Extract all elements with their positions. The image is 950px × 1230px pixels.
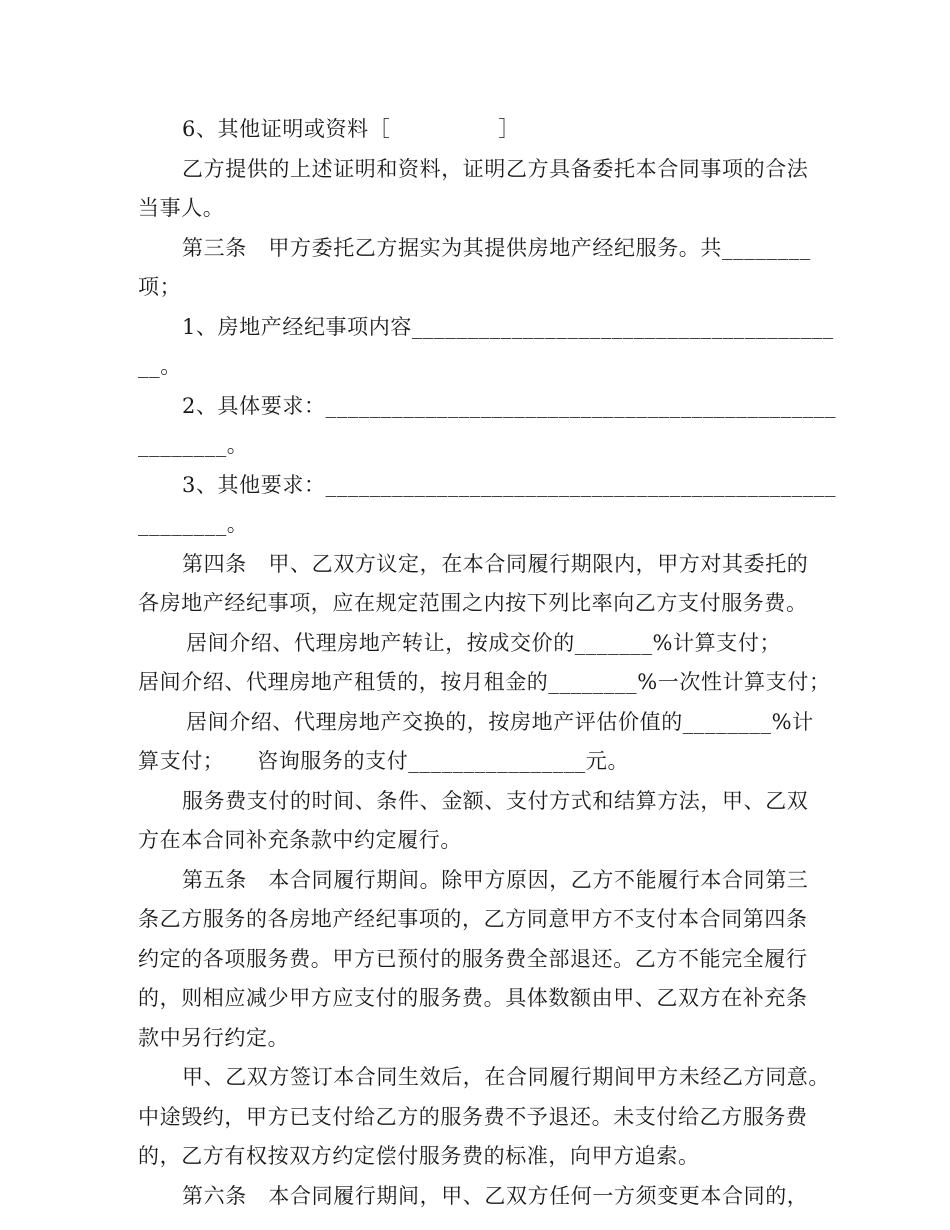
fee-transfer-line: 居间介绍、代理房地产转让，按成交价的_______%计算支付； xyxy=(186,630,782,655)
item-2-line: 2、具体要求：______________________________________________ xyxy=(182,393,837,418)
paragraph-text-line: 中途毁约，甲方已支付给乙方的服务费不予退还。未支付给乙方服务费 xyxy=(138,1104,808,1129)
paragraph-text-line: 条乙方服务的各房地产经纪事项的，乙方同意甲方不支付本合同第四条 xyxy=(138,907,808,931)
paragraph-text-line: 各房地产经纪事项，应在规定范围之内按下列比率向乙方支付服务费。 xyxy=(138,591,808,615)
paragraph-text-line: 服务费支付的时间、条件、金额、支付方式和结算方法，甲、乙双 xyxy=(182,788,809,813)
paragraph-text-line: ________。 xyxy=(138,433,249,457)
paragraph-text-line: 乙方提供的上述证明和资料，证明乙方具备委托本合同事项的合法 xyxy=(182,156,809,181)
fee-exchange-line: 居间介绍、代理房地产交换的，按房地产评估价值的________%计 xyxy=(186,709,814,734)
paragraph-text-line: 约定的各项服务费。甲方已预付的服务费全部退还。乙方不能完全履行 xyxy=(138,946,808,971)
item-3-line: 3、其他要求：______________________________________________ xyxy=(182,472,837,497)
paragraph-text-line: 项； xyxy=(138,275,182,299)
paragraph-text-line: 当事人。 xyxy=(138,196,225,220)
paragraph-text-line: 方在本合同补充条款中约定履行。 xyxy=(138,828,462,852)
article-4-heading-line: 第四条 甲、乙双方议定，在本合同履行期限内，甲方对其委托的 xyxy=(182,551,809,576)
clause-other-documents: 6、其他证明或资料［ ］ xyxy=(182,117,520,141)
document-body xyxy=(138,110,837,1216)
article-6-heading-line: 第六条 本合同履行期间，甲、乙双方任何一方须变更本合同的， xyxy=(182,1183,809,1208)
paragraph-text-line: __。 xyxy=(138,354,182,378)
consulting-fee-line: 算支付； 咨询服务的支付________________元。 xyxy=(138,749,630,773)
paragraph-text-line: 的，则相应减少甲方应支付的服务费。具体数额由甲、乙双方在补充条 xyxy=(138,986,808,1010)
article-3-heading-line: 第三条 甲方委托乙方据实为其提供房地产经纪服务。共________ xyxy=(182,235,811,260)
paragraph-text-line: 甲、乙双方签订本合同生效后，在合同履行期间甲方未经乙方同意。 xyxy=(182,1065,830,1089)
paragraph-text-line: 款中另行约定。 xyxy=(138,1025,290,1050)
paragraph-text-line: ________。 xyxy=(138,512,249,536)
article-5-heading-line: 第五条 本合同履行期间。除甲方原因，乙方不能履行本合同第三 xyxy=(182,867,809,892)
item-1-line: 1、房地产经纪事项内容______________________________________ xyxy=(182,314,834,339)
fee-lease-line: 居间介绍、代理房地产租赁的，按月租金的________%一次性计算支付； xyxy=(138,670,831,694)
paragraph-text-line: 的，乙方有权按双方约定偿付服务费的标准，向甲方追索。 xyxy=(138,1144,700,1168)
